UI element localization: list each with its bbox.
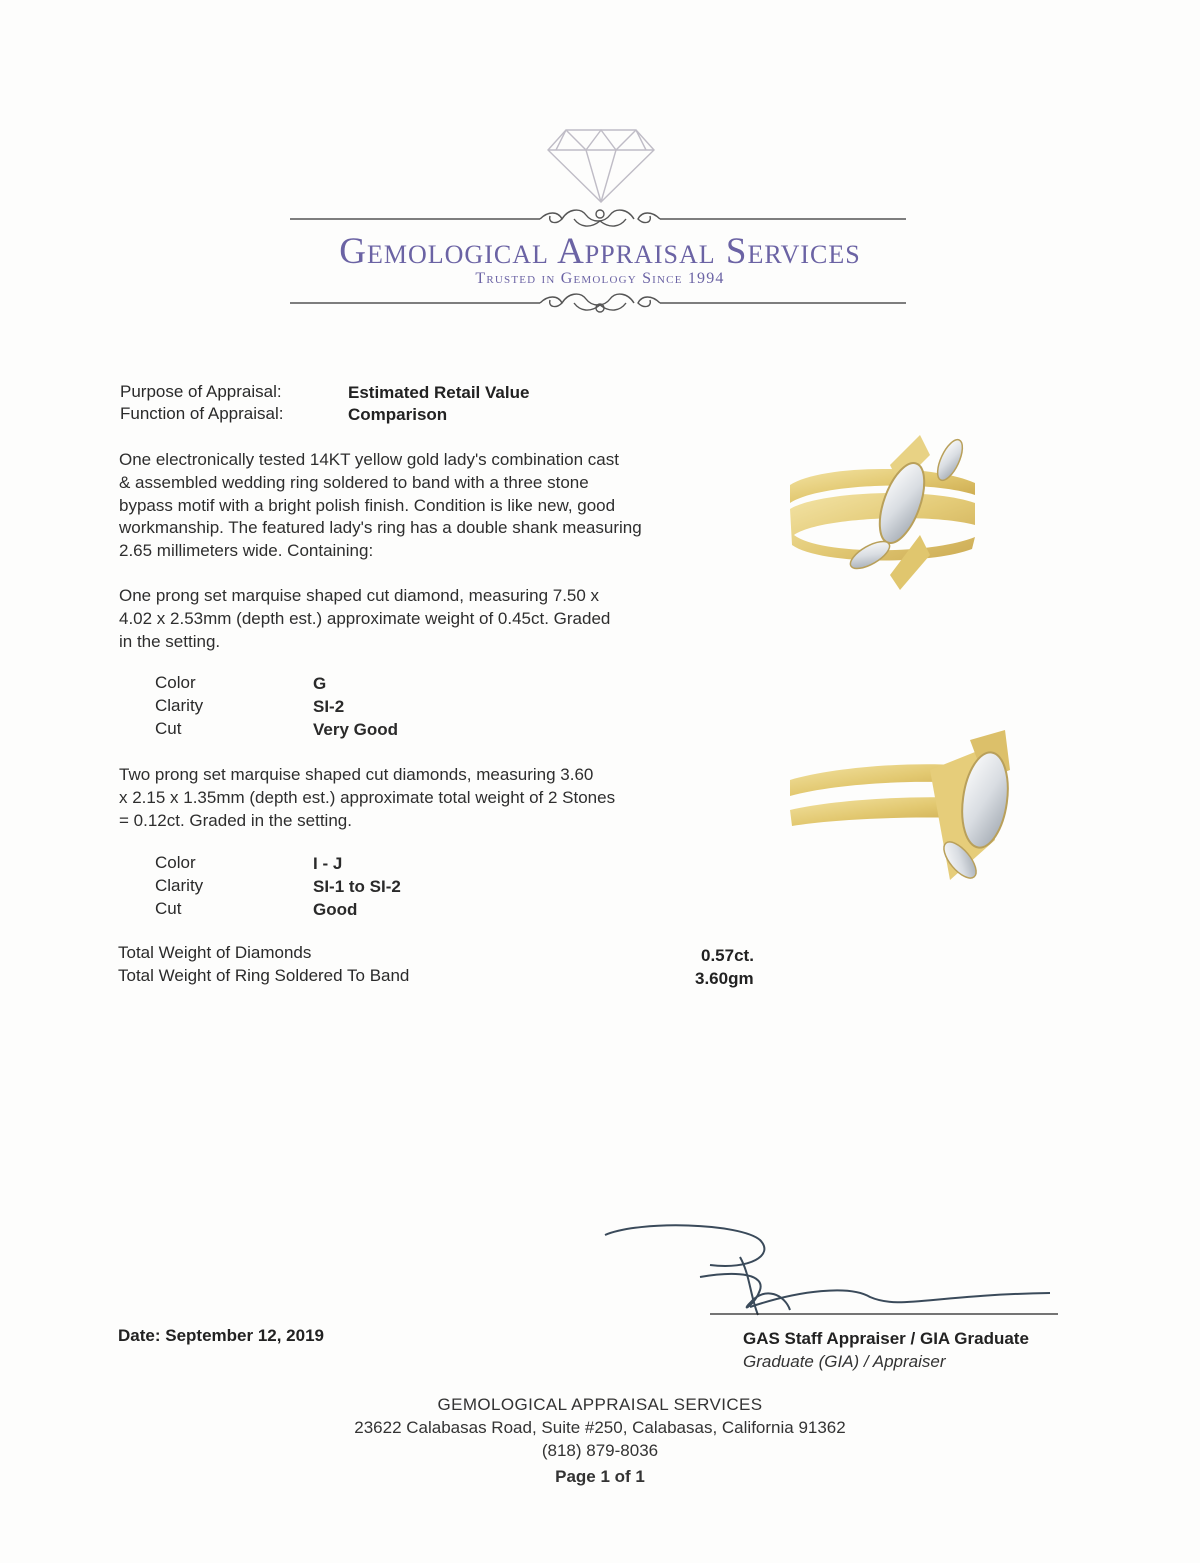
total-diamond-weight-label: Total Weight of Diamonds [118, 943, 312, 962]
footer-address: 23622 Calabasas Road, Suite #250, Calabasas, California 91362 [354, 1418, 846, 1437]
purpose-label: Purpose of Appraisal: [120, 382, 282, 401]
appraiser-subtitle: Graduate (GIA) / Appraiser [743, 1352, 946, 1371]
footer-company: GEMOLOGICAL APPRAISAL SERVICES [437, 1395, 763, 1414]
logo-graphic [288, 120, 912, 320]
page-number: Page 1 of 1 [555, 1467, 645, 1486]
center-stone-grades: Color G Clarity SI-2 Cut Very Good [155, 673, 399, 739]
ring-description: One electronically tested 14KT yellow gold lady's combination cast & assembled wedding ring soldered to band with a three stone bypass motif with a bright polish finish. Condition is like new, good workmanship. The featured lady's ring has a double shank measuring 2.65 millimeters wide. Containing: [119, 450, 642, 561]
function-value: Comparison [348, 405, 448, 424]
diamond-outline-icon [548, 130, 654, 202]
signature [600, 1215, 1070, 1325]
appraisal-date: Date: September 12, 2019 [118, 1326, 324, 1345]
ring-photo-side [780, 720, 1040, 890]
side-stones-grades: Color I - J Clarity SI-1 to SI-2 Cut Good [155, 853, 401, 919]
total-diamond-weight-value: 0.57ct. [701, 946, 754, 965]
function-label: Function of Appraisal: [120, 404, 284, 423]
company-name: Gemological Appraisal Services [339, 231, 861, 272]
side-stones-description: Two prong set marquise shaped cut diamonds, measuring 3.60 x 2.15 x 1.35mm (depth est.) approximate total weight of 2 Stones = 0.12ct. Graded in the setting. [119, 765, 616, 830]
total-ring-weight-value: 3.60gm [695, 969, 754, 988]
purpose-value: Estimated Retail Value [348, 383, 530, 402]
ring-photo-top [780, 425, 980, 595]
ornament-divider-top [290, 210, 906, 226]
ornament-divider-bottom [290, 294, 906, 312]
company-logo [288, 120, 912, 320]
total-ring-weight-label: Total Weight of Ring Soldered To Band [118, 966, 410, 985]
appraiser-title: GAS Staff Appraiser / GIA Graduate [743, 1329, 1029, 1348]
center-stone-description: One prong set marquise shaped cut diamond, measuring 7.50 x 4.02 x 2.53mm (depth est.) approximate weight of 0.45ct. Graded in the setting. [119, 586, 611, 651]
footer-phone: (818) 879-8036 [541, 1441, 659, 1460]
company-tagline: Trusted in Gemology Since 1994 [475, 270, 725, 287]
